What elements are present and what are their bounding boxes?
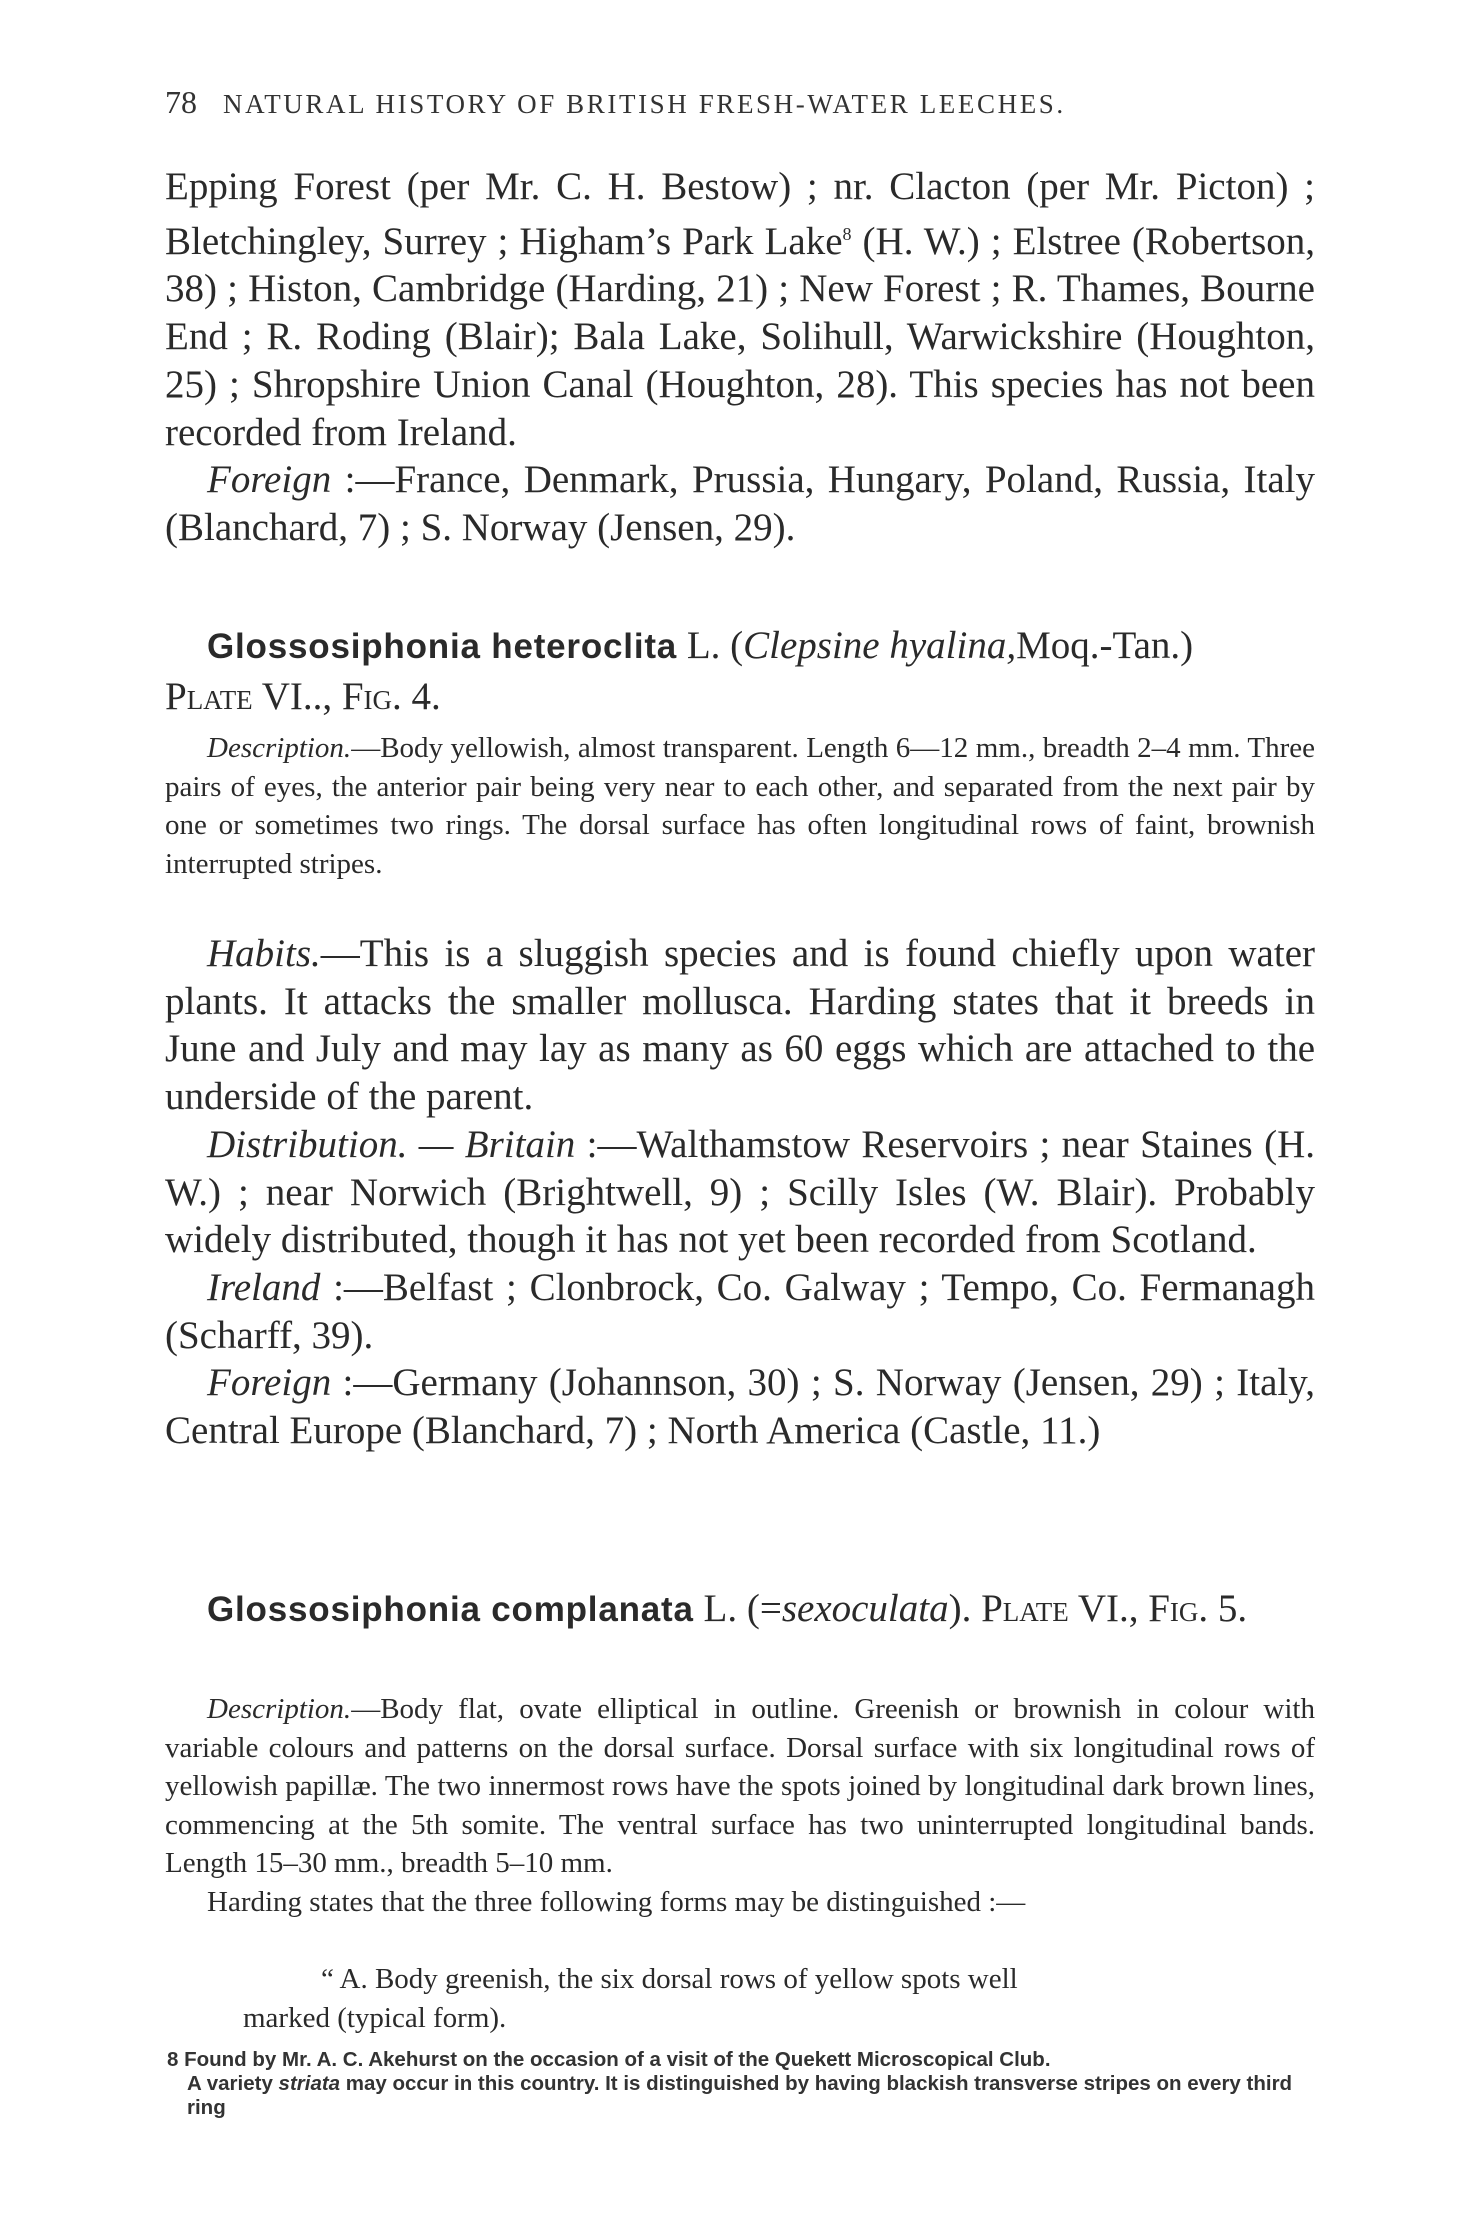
synonym-author: Moq.-Tan.) bbox=[1016, 624, 1194, 667]
footnote-italic: striata bbox=[278, 2072, 341, 2095]
foreign-text: :—France, Denmark, Prussia, Hungary, Poland, Russia, Italy (Blanchard, 7) ; S. Norway (Jensen, 29). bbox=[165, 458, 1315, 549]
intro-foreign-paragraph bbox=[165, 456, 1315, 551]
description-label: Description. bbox=[207, 732, 352, 764]
species-heading bbox=[165, 1584, 1315, 1635]
foreign-label: Foreign bbox=[207, 1361, 332, 1405]
synonym-close: ). bbox=[948, 1587, 972, 1630]
intro-text-a: Epping Forest (per Mr. C. H. Bestow) ; nr. Clacton (per Mr. Picton) ; Bletchingley, Surrey ; Higham’s Park Lake bbox=[165, 165, 1315, 263]
running-header bbox=[165, 84, 1325, 121]
description-text: —Body yellowish, almost transparent. Length 6—12 mm., breadth 2–4 mm. Three pairs of eyes, the anterior pair being very near to each other, and separated from the next pair by one or sometimes two rings. The dorsal surface has often longitudinal rows of faint, brownish interrupted stripes. bbox=[165, 732, 1315, 880]
footnote bbox=[167, 2048, 1317, 2120]
ireland-label: Ireland bbox=[207, 1265, 321, 1309]
description-text: —Body flat, ovate elliptical in outline. Greenish or brownish in colour with variable colours and patterns on the dorsal surface. Dorsal surface with six longitudinal rows of yellowish papillæ. The two innermost rows have the spots joined by longitudinal dark brown lines, commencing at the 5th somite. The ventral surface has two uninterrupted longitudinal bands. Length 15–30 mm., breadth 5–10 mm. bbox=[165, 1693, 1315, 1879]
intro-section bbox=[165, 163, 1315, 552]
heteroclita-body bbox=[165, 930, 1315, 1455]
running-title: NATURAL HISTORY OF BRITISH FRESH-WATER LEECHES. bbox=[223, 89, 1066, 119]
description-paragraph bbox=[165, 729, 1315, 883]
description-paragraph bbox=[165, 1690, 1315, 1883]
description-label: Description. bbox=[207, 1693, 352, 1725]
species-synonym: Clepsine hyalina, bbox=[743, 624, 1017, 667]
species-complanata bbox=[165, 1584, 1315, 1635]
distribution-label: Distribution. — Britain bbox=[207, 1122, 576, 1166]
footnote-text-a: A variety bbox=[187, 2072, 279, 2095]
plate-reference: Plate VI.., Fig. 4. bbox=[165, 675, 441, 718]
footnote-text-b: may occur in this country. It is distinguished by having blackish transverse stripes on every third ring bbox=[187, 2072, 1293, 2119]
species-author: L. ( bbox=[677, 624, 744, 667]
foreign-text: :—Germany (Johannson, 30) ; S. Norway (Jensen, 29) ; Italy, Central Europe (Blanchard, 7) ; North America (Castle, 11.) bbox=[165, 1361, 1315, 1453]
form-a-line-2: marked (typical form). bbox=[243, 2001, 507, 2034]
ireland-text: :—Belfast ; Clonbrock, Co. Galway ; Tempo, Co. Fermanagh (Scharff, 39). bbox=[165, 1265, 1315, 1357]
intro-text-b: (H. W.) ; Elstree (Robertson, 38) ; Histon, Cambridge (Harding, 21) ; New Forest ; R. Thames, Bourne End ; R. Roding (Blair); Bala Lake, Solihull, Warwickshire (Houghton, 25) ; Shropshire Union Canal (Houghton, 28). This species has not been recorded from Ireland. bbox=[165, 219, 1315, 454]
habits-label: Habits. bbox=[207, 932, 321, 975]
complanata-description bbox=[165, 1690, 1315, 1921]
plate-reference: Plate VI., Fig. 5. bbox=[971, 1587, 1248, 1630]
distribution-text: :—Walthamstow Reservoirs ; near Staines (H. W.) ; near Norwich (Brightwell, 9) ; Scilly Isles (W. Blair). Probably widely distributed, though it has not yet been recorded from Scotland. bbox=[165, 1122, 1315, 1262]
species-name: Glossosiphonia complanata bbox=[207, 1590, 694, 1629]
species-synonym: sexoculata bbox=[781, 1587, 949, 1630]
intro-paragraph bbox=[165, 163, 1315, 456]
habits-text: —This is a sluggish species and is found chiefly upon water plants. It attacks the smaller mollusca. Harding states that it breeds in June and July and may lay as many as 60 eggs which are attached to the underside of the parent. bbox=[165, 932, 1315, 1119]
form-a-quote bbox=[165, 1960, 1315, 2037]
harding-paragraph: Harding states that the three following forms may be distinguished :— bbox=[207, 1885, 1026, 1918]
foreign-label: Foreign bbox=[207, 458, 332, 502]
species-name: Glossosiphonia heteroclita bbox=[207, 627, 678, 666]
species-heading bbox=[165, 621, 1315, 722]
footnote-line-1: 8 Found by Mr. A. C. Akehurst on the occasion of a visit of the Quekett Microscopical Club. bbox=[167, 2048, 1051, 2071]
species-author: L. (= bbox=[693, 1587, 782, 1630]
species-heteroclita bbox=[165, 621, 1315, 722]
footnote-line-2 bbox=[167, 2072, 1317, 2120]
distribution-paragraph bbox=[165, 1121, 1315, 1264]
form-a-line-1: “ A. Body greenish, the six dorsal rows of yellow spots well bbox=[321, 1963, 1018, 1995]
page-number: 78 bbox=[165, 84, 197, 120]
footnote-ref: 8 bbox=[842, 223, 852, 244]
ireland-paragraph bbox=[165, 1264, 1315, 1359]
habits-paragraph bbox=[165, 930, 1315, 1121]
heteroclita-description bbox=[165, 729, 1315, 883]
foreign-paragraph bbox=[165, 1359, 1315, 1454]
